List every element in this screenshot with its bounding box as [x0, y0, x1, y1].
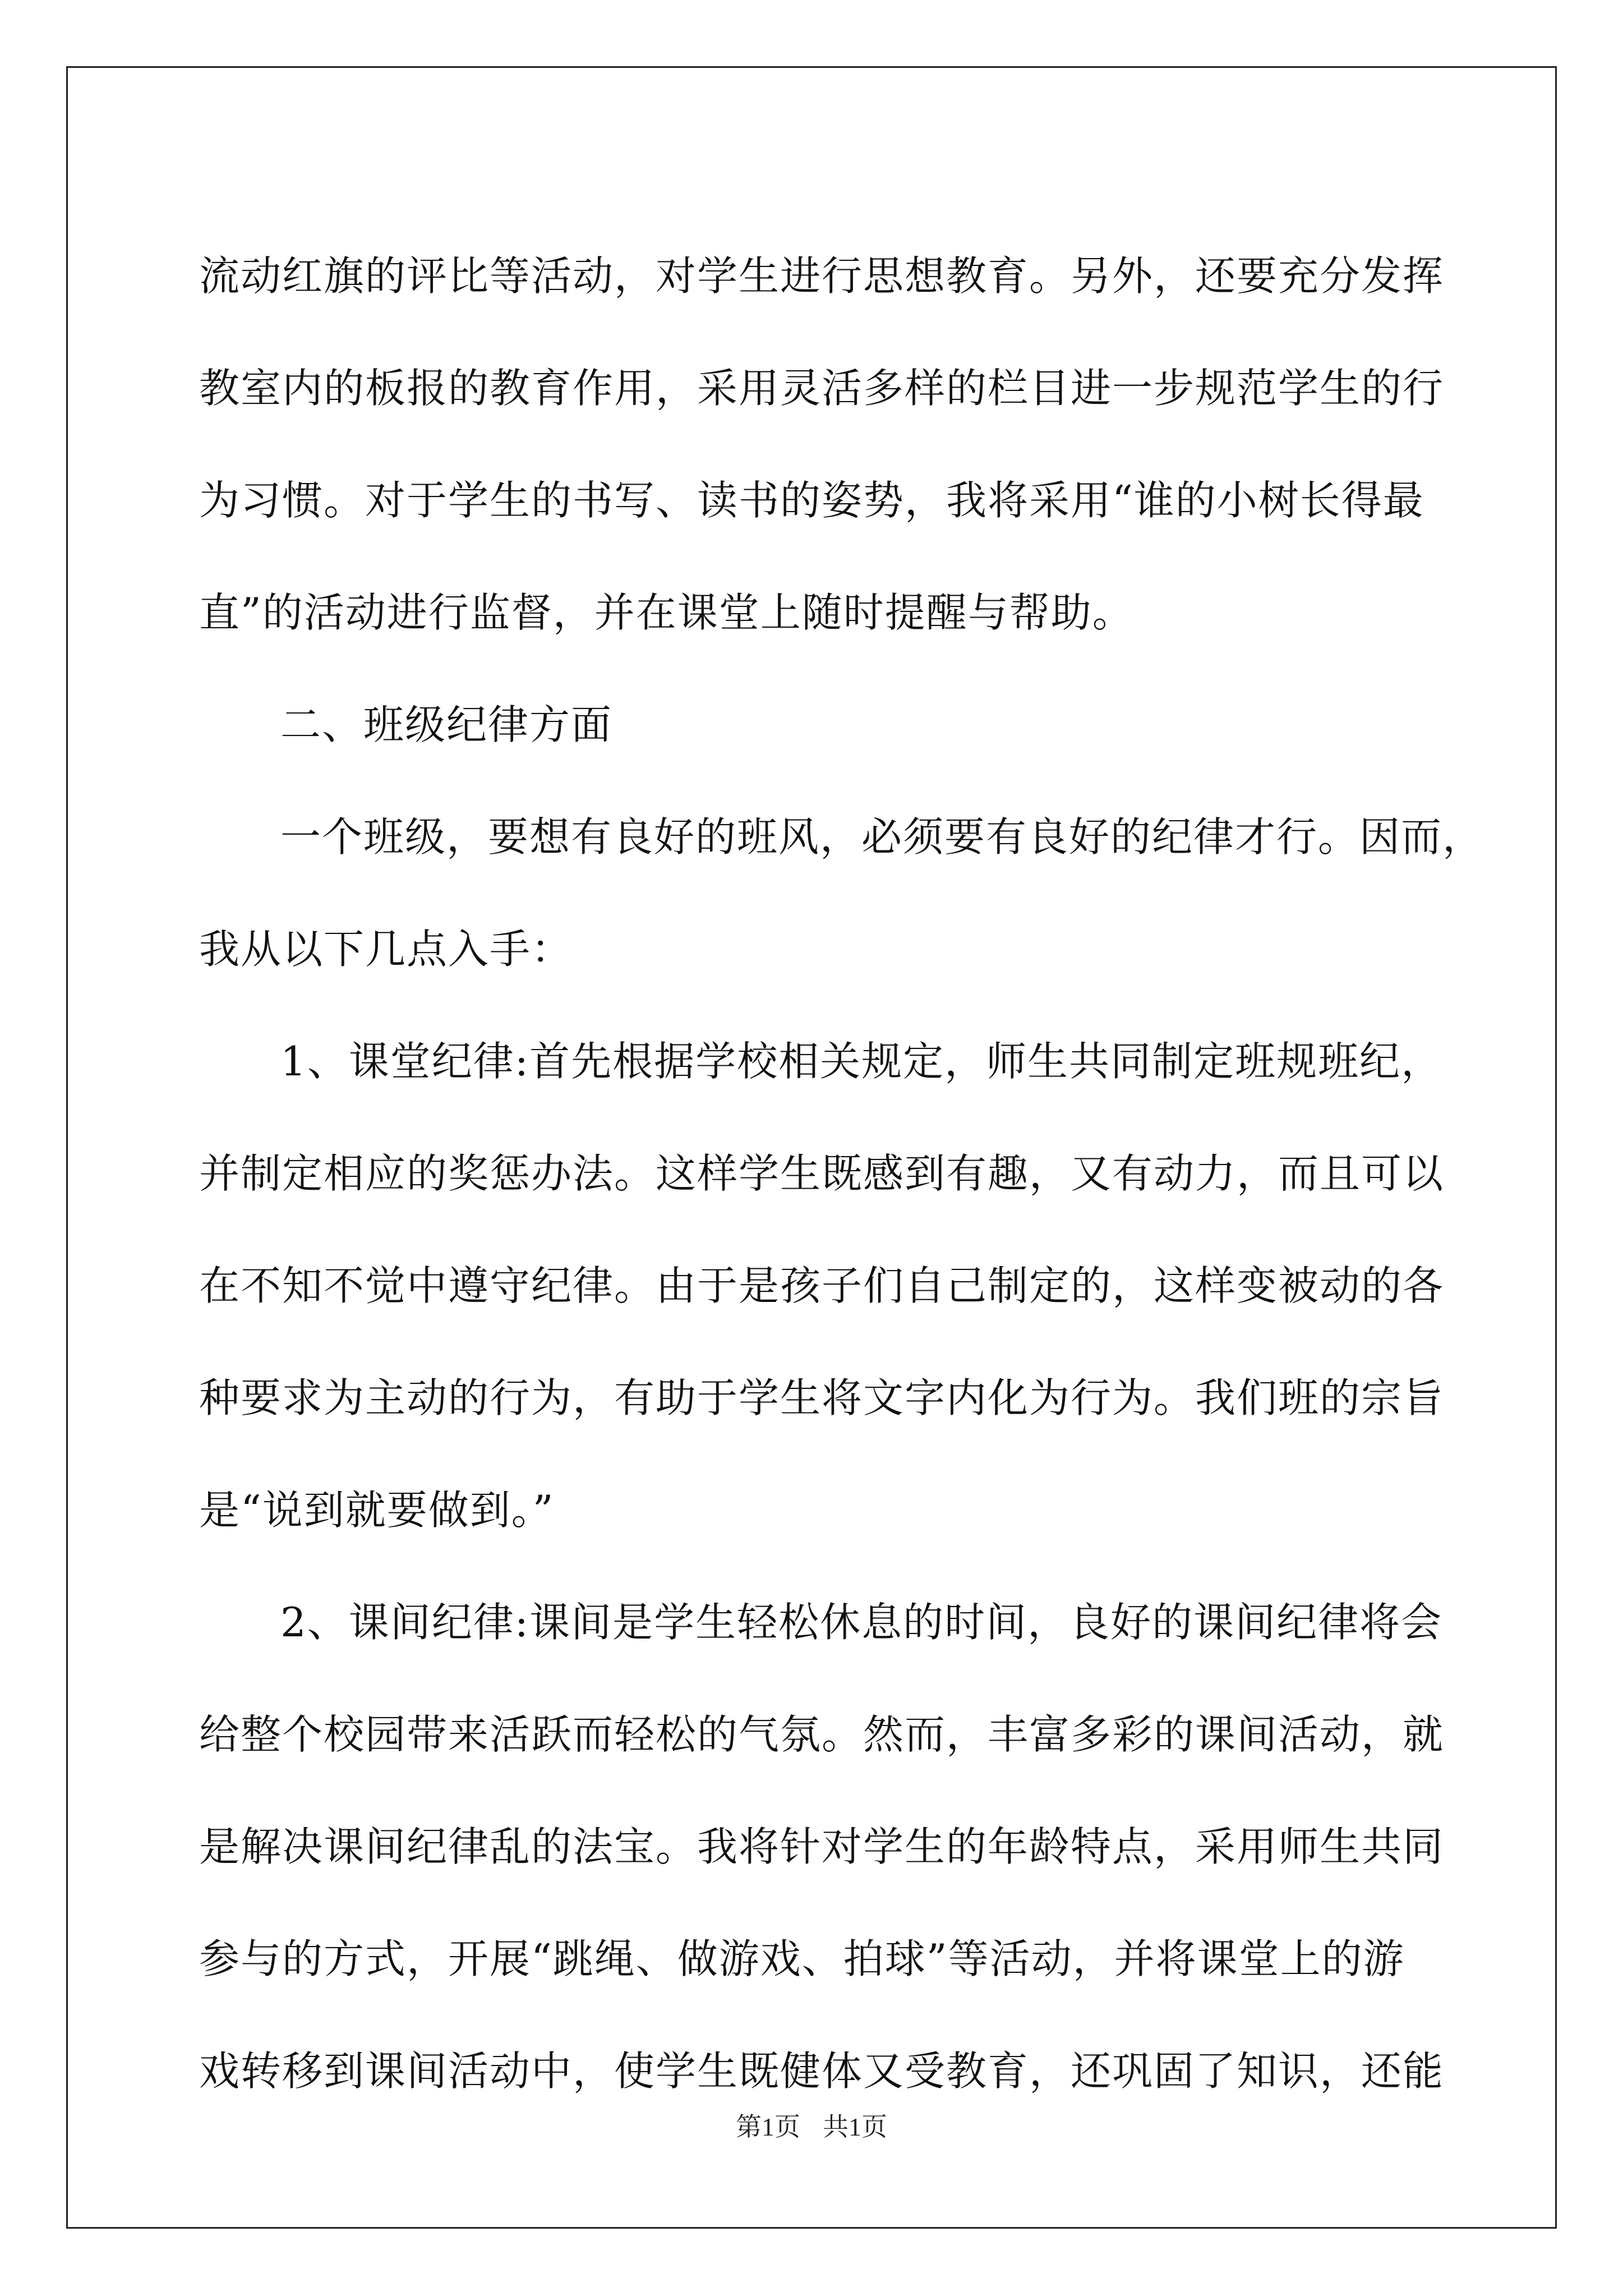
- body-line: 参与的方式，开展“跳绳、做游戏、拍球”等活动，并将课堂上的游: [199, 1935, 1405, 1982]
- document-body: [199, 220, 1484, 2127]
- paragraph-start: 1、课堂纪律:首先根据学校相关规定，师生共同制定班规班纪，: [280, 1038, 1443, 1085]
- body-line: 戏转移到课间活动中，使学生既健体又受教育，还巩固了知识，还能: [199, 2047, 1445, 2095]
- body-line: 给整个校园带来活跃而轻松的气氛。然而，丰富多彩的课间活动，就: [199, 1711, 1445, 1758]
- page-number: 第1页: [736, 2113, 800, 2141]
- section-heading: 二、班级纪律方面: [280, 701, 613, 748]
- body-line: 种要求为主动的行为，有助于学生将文字内化为行为。我们班的宗旨: [199, 1374, 1445, 1421]
- body-line: 教室内的板报的教育作用，采用灵活多样的栏目进一步规范学生的行: [199, 365, 1445, 412]
- body-line: 在不知不觉中遵守纪律。由于是孩子们自己制定的，这样变被动的各: [199, 1262, 1445, 1309]
- page-total: 共1页: [823, 2113, 887, 2141]
- page-footer: [0, 2106, 1623, 2143]
- paragraph-start: 一个班级，要想有良好的班风，必须要有良好的纪律才行。因而，: [280, 813, 1484, 861]
- body-line: 并制定相应的奖惩办法。这样学生既感到有趣，又有动力，而且可以: [199, 1150, 1445, 1197]
- body-line: 是“说到就要做到。”: [199, 1487, 555, 1534]
- body-line: 直”的活动进行监督，并在课堂上随时提醒与帮助。: [199, 589, 1134, 636]
- paragraph-start: 2、课间纪律:课间是学生轻松休息的时间，良好的课间纪律将会: [280, 1599, 1443, 1646]
- body-line: 流动红旗的评比等活动，对学生进行思想教育。另外，还要充分发挥: [199, 252, 1445, 300]
- body-line: 我从以下几点入手：: [199, 926, 573, 973]
- body-line: 是解决课间纪律乱的法宝。我将针对学生的年龄特点，采用师生共同: [199, 1823, 1445, 1870]
- body-line: 为习惯。对于学生的书写、读书的姿势，我将采用“谁的小树长得最: [199, 477, 1424, 524]
